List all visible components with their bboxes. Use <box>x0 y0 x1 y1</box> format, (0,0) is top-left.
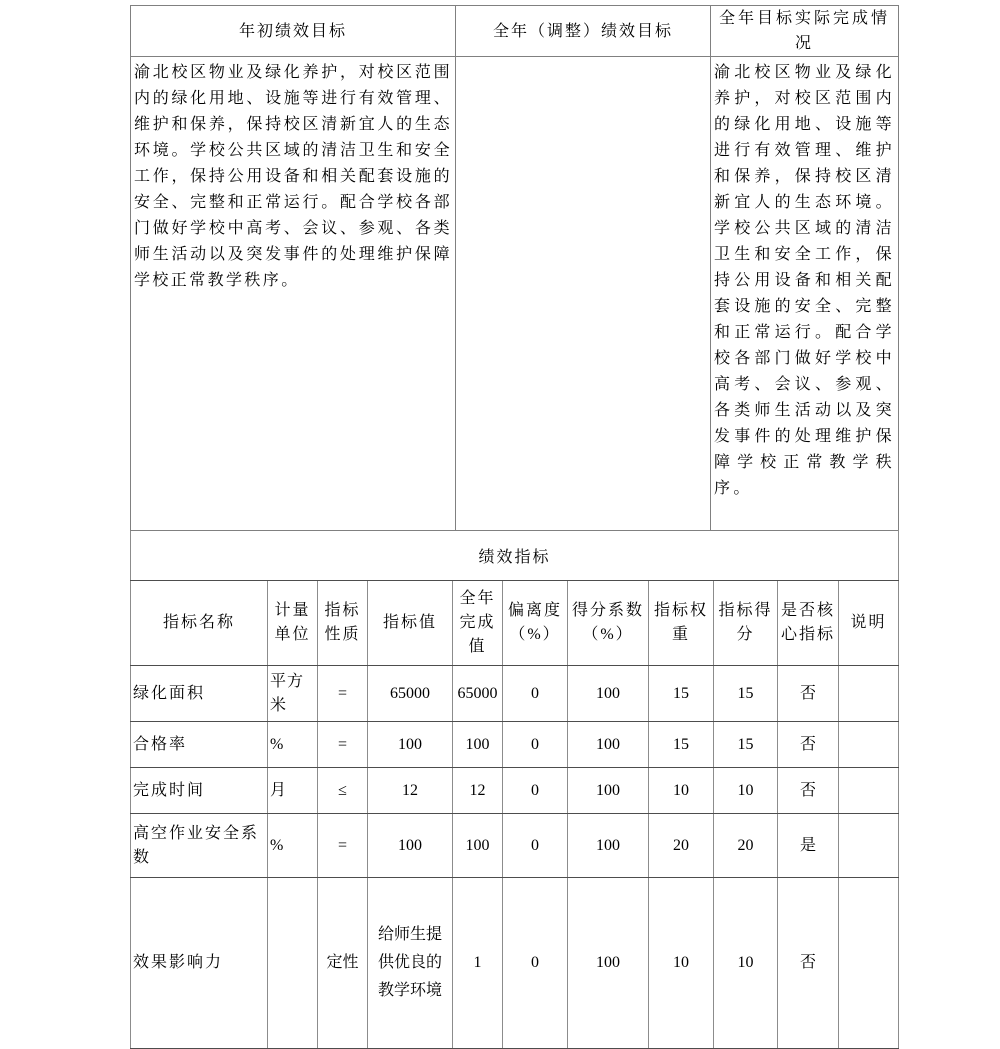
cell-target-value: 65000 <box>368 666 453 722</box>
goal-table <box>130 5 899 531</box>
adjusted-goal-text <box>456 57 711 531</box>
cell-is-core: 否 <box>778 666 839 722</box>
cell-deviation: 0 <box>503 666 568 722</box>
cell-score-coefficient: 100 <box>568 768 649 814</box>
header-year-begin-goal: 年初绩效目标 <box>131 6 456 57</box>
goal-body-row <box>131 57 899 531</box>
cell-target-value: 12 <box>368 768 453 814</box>
indicator-row-safety-coefficient <box>131 814 899 878</box>
cell-target-value: 100 <box>368 814 453 878</box>
indicator-column-header-row <box>131 581 899 666</box>
cell-deviation: 0 <box>503 814 568 878</box>
cell-unit <box>268 878 318 1049</box>
col-header-indicator-name: 指标名称 <box>131 581 268 666</box>
cell-completion-value: 100 <box>453 722 503 768</box>
col-header-remark: 说明 <box>839 581 899 666</box>
cell-nature: 定性 <box>318 878 368 1049</box>
col-header-indicator-weight: 指标权重 <box>649 581 714 666</box>
cell-is-core: 否 <box>778 878 839 1049</box>
col-header-year-completion: 全年完成值 <box>453 581 503 666</box>
col-header-indicator-score: 指标得分 <box>714 581 778 666</box>
cell-deviation: 0 <box>503 878 568 1049</box>
col-header-is-core: 是否核心指标 <box>778 581 839 666</box>
cell-name: 效果影响力 <box>131 878 268 1049</box>
cell-name: 绿化面积 <box>131 666 268 722</box>
cell-completion-value: 65000 <box>453 666 503 722</box>
cell-completion-value: 1 <box>453 878 503 1049</box>
cell-score-coefficient: 100 <box>568 666 649 722</box>
cell-name: 合格率 <box>131 722 268 768</box>
indicator-section-title-row <box>131 531 899 581</box>
cell-deviation: 0 <box>503 768 568 814</box>
document-page <box>130 5 898 1049</box>
cell-remark <box>839 878 899 1049</box>
cell-remark <box>839 666 899 722</box>
col-header-indicator-nature: 指标性质 <box>318 581 368 666</box>
cell-is-core: 否 <box>778 768 839 814</box>
indicator-row-pass-rate <box>131 722 899 768</box>
col-header-score-coefficient: 得分系数（%） <box>568 581 649 666</box>
cell-remark <box>839 722 899 768</box>
indicator-row-completion-time <box>131 768 899 814</box>
cell-remark <box>839 814 899 878</box>
cell-score-coefficient: 100 <box>568 814 649 878</box>
cell-target-value: 给师生提供优良的教学环境 <box>368 878 453 1049</box>
cell-weight: 15 <box>649 722 714 768</box>
cell-name: 完成时间 <box>131 768 268 814</box>
header-actual-completion: 全年目标实际完成情况 <box>711 6 899 57</box>
cell-nature: = <box>318 814 368 878</box>
cell-score: 10 <box>714 878 778 1049</box>
cell-remark <box>839 768 899 814</box>
col-header-indicator-value: 指标值 <box>368 581 453 666</box>
col-header-deviation: 偏离度（%） <box>503 581 568 666</box>
cell-unit: % <box>268 722 318 768</box>
cell-weight: 10 <box>649 878 714 1049</box>
indicator-row-green-area <box>131 666 899 722</box>
cell-unit: 平方米 <box>268 666 318 722</box>
cell-completion-value: 12 <box>453 768 503 814</box>
cell-score: 20 <box>714 814 778 878</box>
cell-weight: 10 <box>649 768 714 814</box>
cell-score-coefficient: 100 <box>568 878 649 1049</box>
indicator-table <box>130 530 899 1049</box>
cell-is-core: 否 <box>778 722 839 768</box>
cell-name: 高空作业安全系数 <box>131 814 268 878</box>
actual-completion-text: 渝北校区物业及绿化养护，对校区范围内的绿化用地、设施等进行有效管理、维护和保养，保持校区清新宜人的生态环境。学校公共区域的清洁卫生和安全工作，保持公用设备和相关配套设施的安全、完整和正常运行。配合学校各部门做好学校中高考、会议、参观、各类师生活动以及突发事件的处理维护保障学校正常教学秩序。 <box>711 57 899 531</box>
year-begin-goal-text: 渝北校区物业及绿化养护，对校区范围内的绿化用地、设施等进行有效管理、维护和保养，保持校区清新宜人的生态环境。学校公共区域的清洁卫生和安全工作，保持公用设备和相关配套设施的安全、完整和正常运行。配合学校各部门做好学校中高考、会议、参观、各类师生活动以及突发事件的处理维护保障学校正常教学秩序。 <box>131 57 456 531</box>
header-adjusted-goal: 全年（调整）绩效目标 <box>456 6 711 57</box>
cell-nature: = <box>318 666 368 722</box>
cell-completion-value: 100 <box>453 814 503 878</box>
cell-unit: % <box>268 814 318 878</box>
cell-score-coefficient: 100 <box>568 722 649 768</box>
cell-nature: ≤ <box>318 768 368 814</box>
indicator-row-effect-influence <box>131 878 899 1049</box>
cell-is-core: 是 <box>778 814 839 878</box>
cell-unit: 月 <box>268 768 318 814</box>
cell-target-value: 100 <box>368 722 453 768</box>
cell-weight: 15 <box>649 666 714 722</box>
cell-score: 15 <box>714 666 778 722</box>
cell-weight: 20 <box>649 814 714 878</box>
cell-deviation: 0 <box>503 722 568 768</box>
col-header-unit: 计量单位 <box>268 581 318 666</box>
cell-nature: = <box>318 722 368 768</box>
goal-header-row <box>131 6 899 57</box>
cell-score: 15 <box>714 722 778 768</box>
cell-score: 10 <box>714 768 778 814</box>
indicator-section-title: 绩效指标 <box>131 531 899 581</box>
